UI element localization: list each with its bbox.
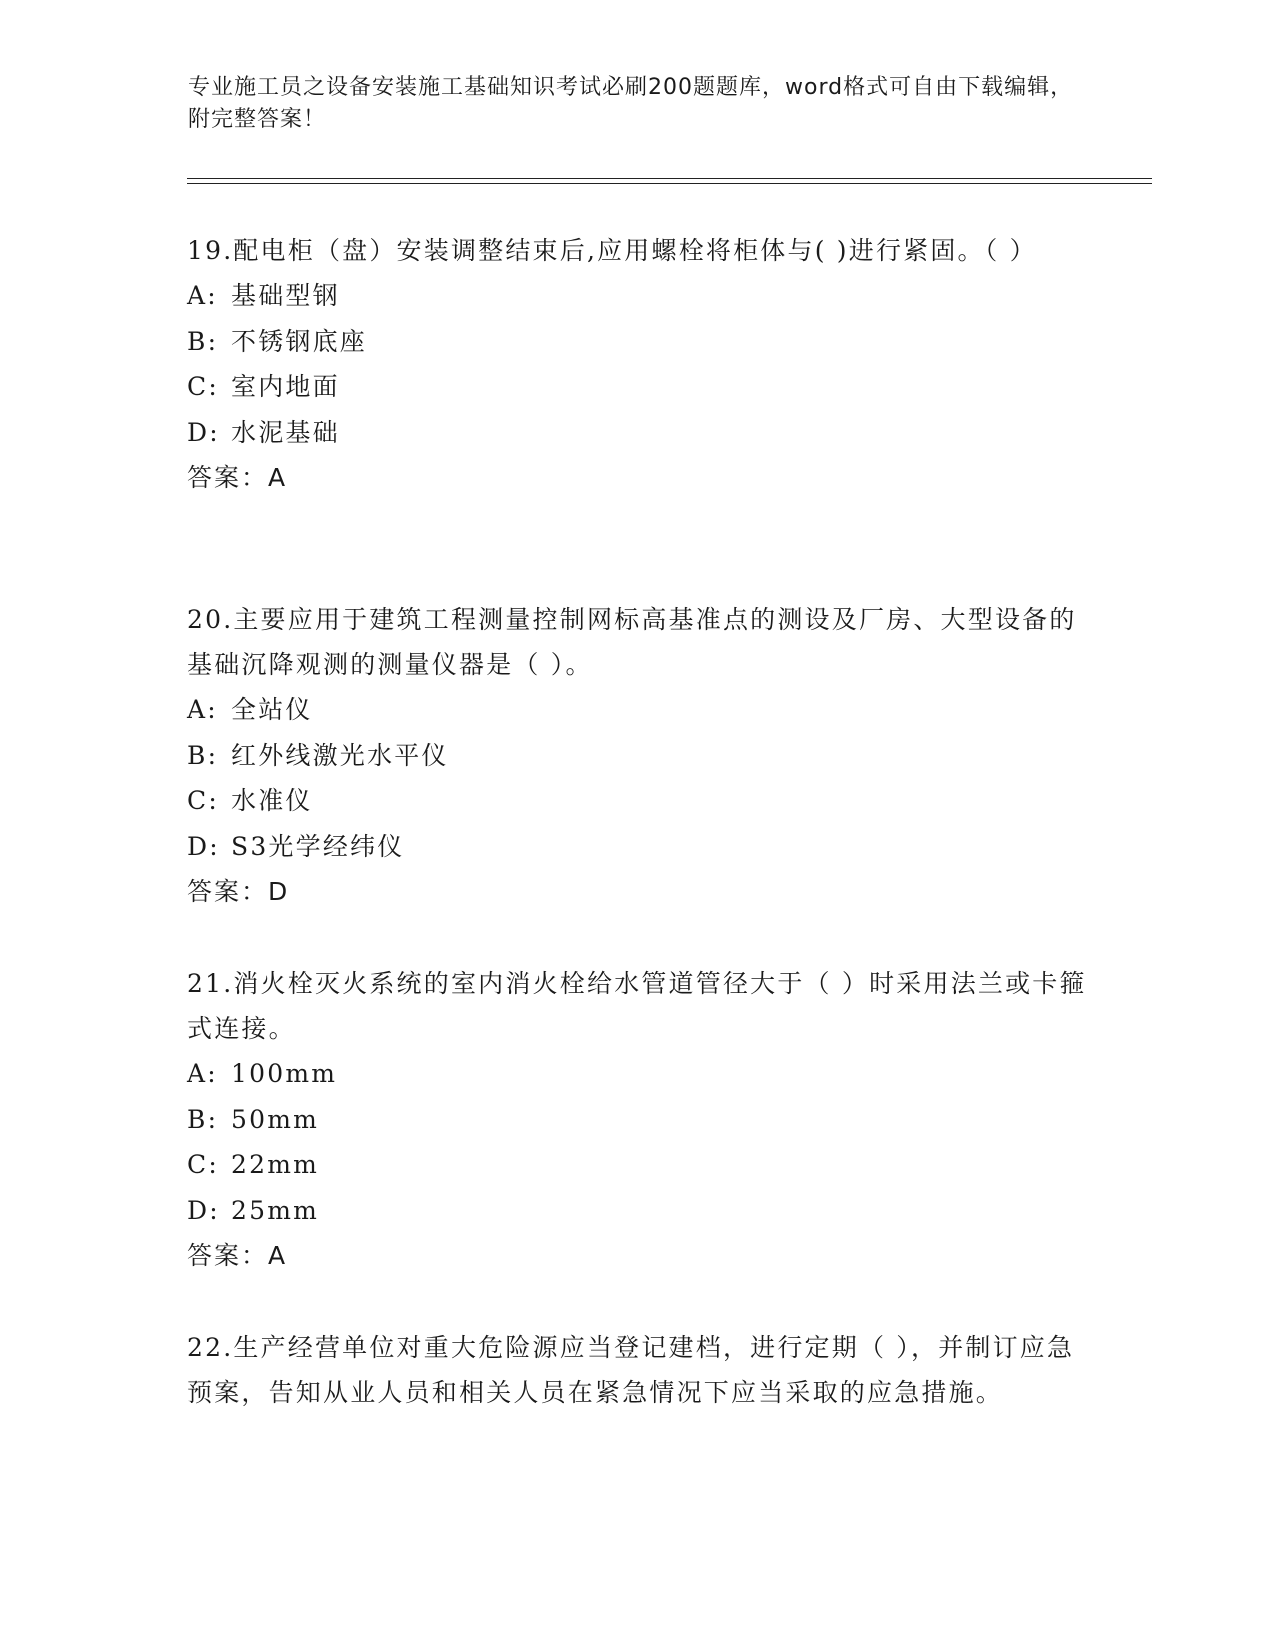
question-20 xyxy=(187,597,1087,915)
option-key: B: xyxy=(187,740,219,770)
header-divider-top xyxy=(187,178,1152,179)
answer-line: 答案：D xyxy=(187,877,290,906)
option-key: A: xyxy=(187,281,218,310)
option-b xyxy=(187,733,1087,779)
option-key: D: xyxy=(187,831,220,861)
option-c xyxy=(187,778,1087,824)
header-divider-bottom xyxy=(187,183,1152,184)
question-text: 21.消火栓灭火系统的室内消火栓给水管道管径大于（ ）时采用法兰或卡箍式连接。 xyxy=(187,969,1087,1043)
option-text: 50mm xyxy=(231,1104,320,1134)
option-b xyxy=(187,1097,1087,1143)
option-c xyxy=(187,364,1087,410)
document-header: 专业施工员之设备安装施工基础知识考试必刷200题题库，word格式可自由下载编辑，附完整答案！ xyxy=(188,75,1074,132)
question-text: 19.配电柜（盘）安装调整结束后,应用螺栓将柜体与( )进行紧固。（ ） xyxy=(187,236,1037,265)
question-text: 22.生产经营单位对重大危险源应当登记建档，进行定期（ ），并制订应急预案，告知从业人员和相关人员在紧急情况下应当采取的应急措施。 xyxy=(187,1333,1075,1407)
option-text: S3光学经纬仪 xyxy=(231,831,405,861)
option-key: A: xyxy=(187,1059,218,1088)
option-text: 25mm xyxy=(231,1195,320,1225)
option-text: 水泥基础 xyxy=(231,417,340,447)
option-key: C: xyxy=(187,786,219,815)
option-text: 100mm xyxy=(231,1059,338,1088)
option-a xyxy=(187,1051,1087,1097)
option-d xyxy=(187,410,1087,456)
option-b xyxy=(187,319,1087,365)
option-key: B: xyxy=(187,326,219,356)
option-key: A: xyxy=(187,695,218,724)
option-a xyxy=(187,273,1087,319)
question-22 xyxy=(187,1325,1087,1415)
question-text: 20.主要应用于建筑工程测量控制网标高基准点的测设及厂房、大型设备的基础沉降观测的测量仪器是（ ）。 xyxy=(187,605,1077,679)
option-text: 全站仪 xyxy=(231,695,313,724)
option-text: 22mm xyxy=(231,1150,320,1179)
option-text: 不锈钢底座 xyxy=(231,326,368,356)
option-d xyxy=(187,824,1087,870)
question-21 xyxy=(187,961,1087,1279)
option-key: C: xyxy=(187,1150,219,1179)
option-text: 基础型钢 xyxy=(231,281,340,310)
option-c xyxy=(187,1142,1087,1188)
option-key: C: xyxy=(187,372,219,401)
answer-line: 答案：A xyxy=(187,463,288,492)
question-19 xyxy=(187,228,1087,501)
option-text: 红外线激光水平仪 xyxy=(231,740,449,770)
option-key: D: xyxy=(187,1195,220,1225)
option-d xyxy=(187,1188,1087,1234)
option-text: 室内地面 xyxy=(231,372,340,401)
option-key: D: xyxy=(187,417,220,447)
answer-line: 答案：A xyxy=(187,1241,288,1270)
option-key: B: xyxy=(187,1104,219,1134)
option-text: 水准仪 xyxy=(231,786,313,815)
option-a xyxy=(187,687,1087,733)
